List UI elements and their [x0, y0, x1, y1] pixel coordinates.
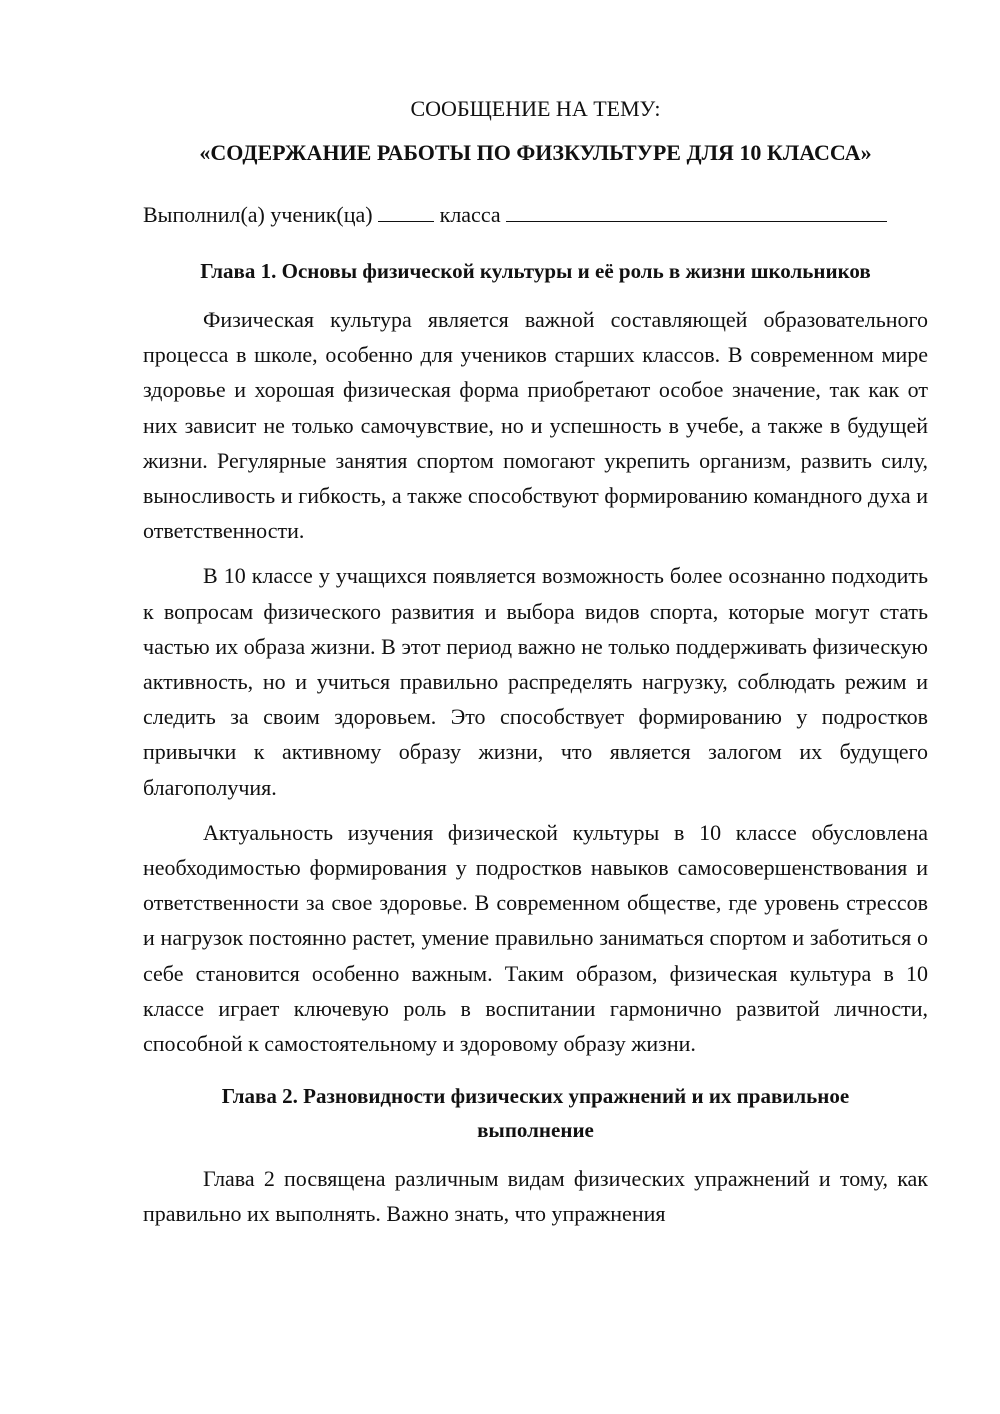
title-line-2: «СОДЕРЖАНИЕ РАБОТЫ ПО ФИЗКУЛЬТУРЕ ДЛЯ 10 КЛАССА»	[199, 140, 872, 165]
title-line-1: СООБЩЕНИЕ НА ТЕМУ:	[410, 96, 661, 121]
class-label: класса	[439, 202, 501, 227]
chapter-2-heading	[143, 1079, 928, 1147]
performer-label: Выполнил(а) ученик(ца)	[143, 202, 373, 227]
performer-line	[143, 198, 928, 232]
chapter-1-paragraph-2: В 10 классе у учащихся появляется возможность более осознанно подходить к вопросам физического развития и выбора видов спорта, которые могут стать частью их образа жизни. В этот период важно не только поддерживать физическую активность, но и учиться правильно распределять нагрузку, соблюдать режим и следить за своим здоровьем. Это способствует формированию у подростков привычки к активному образу жизни, что является залогом их будущего благополучия.	[143, 563, 928, 800]
class-letter-blank	[506, 203, 887, 222]
class-number-blank	[378, 203, 434, 222]
chapter-1-heading: Глава 1. Основы физической культуры и её роль в жизни школьников	[200, 259, 871, 283]
chapter-1-paragraph-3: Актуальность изучения физической культуры в 10 классе обусловлена необходимостью формирования у подростков навыков самосовершенствования и ответственности за свое здоровье. В современном обществе, где уровень стрессов и нагрузок постоянно растет, умение правильно заниматься спортом и заботиться о себе становится особенно важным. Таким образом, физическая культура в 10 классе играет ключевую роль в воспитании гармонично развитой личности, способной к самостоятельному и здоровому образу жизни.	[143, 819, 928, 1057]
document-body	[143, 92, 928, 1232]
chapter-2-paragraph-1: Глава 2 посвящена различным видам физических упражнений и тому, как правильно их выполнять. Важно знать, что упражнения	[143, 1166, 928, 1227]
chapter-2-heading-line-2: выполнение	[477, 1118, 594, 1143]
chapter-2-heading-line-1: Глава 2. Разновидности физических упражнений и их правильное	[221, 1084, 850, 1109]
chapter-1-paragraph-1: Физическая культура является важной составляющей образовательного процесса в школе, особенно для учеников старших классов. В современном мире здоровье и хорошая физическая форма приобретают особое значение, так как от них зависит не только самочувствие, но и успешность в учебе, а также в будущей жизни. Регулярные занятия спортом помогают укрепить организм, развить силу, выносливость и гибкость, а также способствуют формированию командного духа и ответственности.	[143, 307, 928, 544]
